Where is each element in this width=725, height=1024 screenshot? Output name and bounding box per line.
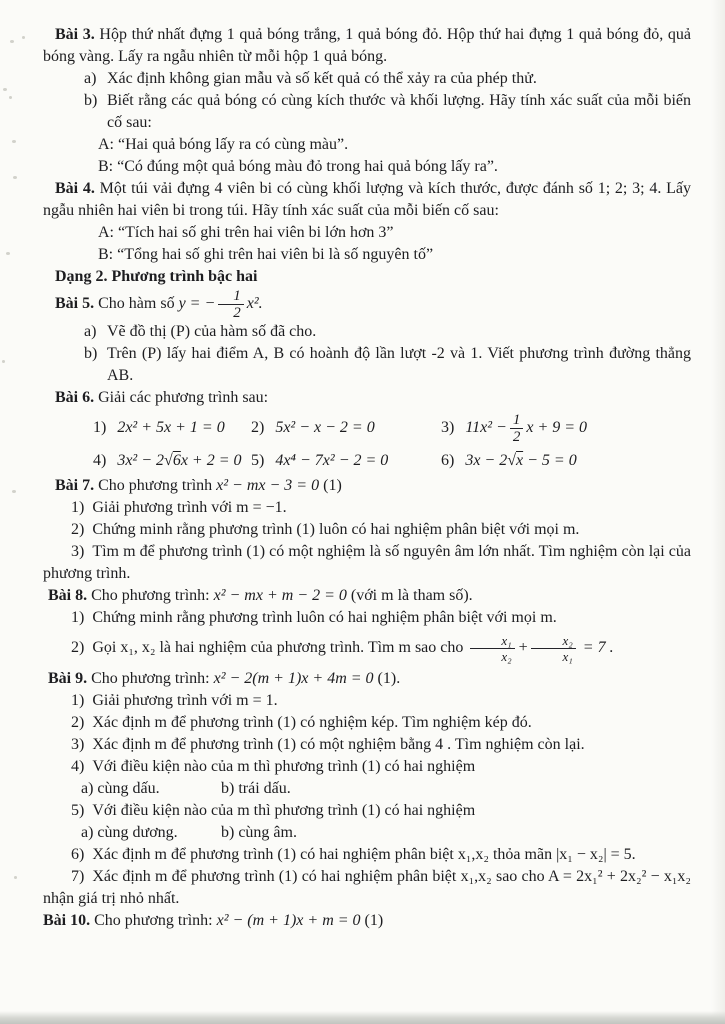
equation-ref: (1) [323,477,342,494]
problem-3-event-a: A: “Hai quả bóng lấy ra có cùng màu”. [98,136,349,153]
equation-number: 1) [93,419,107,437]
item-marker: 7) [71,868,85,885]
item-marker: 4) [71,758,85,775]
equation-pre: 11x² − [465,419,507,437]
problem-7-text: Cho phương trình [98,477,213,494]
scan-artifact [3,88,7,91]
item-marker: 3) [71,736,85,753]
equation: 2x² + 5x + 1 = 0 [117,419,225,437]
scan-artifact [14,876,17,879]
item-marker: 1) [71,609,85,626]
scan-edge-shadow-bottom [0,1011,725,1024]
problem-10-label: Bài 10. [43,912,91,929]
problem-4-event-a: A: “Tích hai số ghi trên hai viên bi lớn hơn 3” [98,224,394,241]
item-marker: 2) [71,714,85,731]
option-a: a) cùng dấu. [81,780,160,797]
fraction [531,633,575,664]
fraction-numerator: x₂ [531,633,575,649]
problem-4-intro [43,178,691,222]
item-marker: 5) [71,802,85,819]
problem-7-label: Bài 7. [55,477,95,494]
problem-6-intro [43,387,691,409]
item-text: Giải phương trình với m = −1. [92,499,287,516]
scan-artifact [9,96,12,99]
problem-5-item-b [84,343,691,387]
item-b-marker: b) [84,92,98,109]
problem-9-equation: x² − 2(m + 1)x + 4m = 0 [213,670,374,687]
item-b-marker: b) [84,345,98,362]
problem-7-item-2 [43,519,691,541]
problem-5-label: Bài 5. [55,295,95,313]
equation-item-3 [441,412,691,445]
equation-item-2 [251,417,441,439]
scan-artifact [22,36,25,39]
equation-item-4 [93,450,251,472]
problem-5-intro [43,288,691,321]
equation-post: − 5 = 0 [523,452,577,469]
problem-7-equation: x² − mx − 3 = 0 [216,477,320,494]
problem-9-item-5 [43,800,691,822]
equation-item-1 [93,417,251,439]
plus-sign: + [517,639,529,657]
item-marker: 1) [71,692,85,709]
radicand: 6 [172,452,181,469]
option-a: a) cùng dương. [81,824,178,841]
fraction-denominator: 2 [233,305,241,321]
problem-9-item-1 [43,690,691,712]
equation-ref: (1) [364,912,384,929]
equation-number: 4) [93,452,107,469]
problem-5-text: Cho hàm số [98,295,175,313]
problem-8-intro [43,585,691,607]
problem-3-event-b: B: “Có đúng một quả bóng màu đỏ trong hai quả bóng lấy ra”. [98,158,498,175]
equation: 4x⁴ − 7x² − 2 = 0 [275,452,389,469]
equation-number: 5) [251,452,265,469]
problem-3-item-b [84,90,691,134]
problem-8-note: (với m là tham số). [350,587,473,604]
problem-4-label: Bài 4. [55,180,95,197]
problem-6-text: Giải các phương trình sau: [98,389,269,406]
problem-9-label: Bài 9. [48,670,88,687]
item-marker: 2) [71,521,85,538]
option-b: b) cùng âm. [221,824,297,841]
fraction [510,412,524,445]
problem-6-label: Bài 6. [55,389,95,406]
problem-9-item-4-options [81,778,691,800]
item-text: Giải phương trình với m = 1. [92,692,278,709]
scan-edge-shadow-right [711,0,725,1024]
equation: 5x² − x − 2 = 0 [275,419,375,437]
item-text: Với điều kiện nào của m thì phương trình (1) có hai nghiệm [92,802,476,819]
problem-7-intro [43,475,691,497]
item-a-marker: a) [84,70,97,87]
item-marker: 2) [71,639,85,657]
problem-8-item-1 [43,607,691,629]
fraction-denominator: x₁ [562,649,573,664]
problem-3-text: Hộp thứ nhất đựng 1 quả bóng trắng, 1 quả bóng đỏ. Hộp thứ hai đựng 1 quả bóng đỏ, quả bóng vàng. Lấy ra ngẫu nhiên từ mỗi hộp 1 quả bóng. [43,26,692,65]
problem-9-intro [43,668,691,690]
fraction [218,288,244,321]
problem-10-intro [43,910,691,932]
scan-artifact [10,40,14,43]
problem-10-text: Cho phương trình: [94,912,213,929]
scan-artifact [6,252,10,255]
problem-9-item-6 [43,844,691,866]
scan-artifact [13,176,17,179]
equation-number: 3) [441,419,455,437]
item-marker: 6) [71,846,85,863]
fraction-numerator: x₁ [470,633,514,649]
problem-4-event-b: B: “Tổng hai số ghi trên hai viên bi là số nguyên tố” [98,246,434,263]
equation-pre: 3x − 2√ [465,452,517,469]
problem-4-text: Một túi vải đựng 4 viên bi có cùng khối lượng và kích thước, được đánh số 1; 2; 3; 4. Lấy ngẫu nhiên hai viên bi trong túi. Hãy tính xác suất của mỗi biến cố sau: [43,180,691,219]
item-b-text: Biết rằng các quả bóng có cùng kích thước và khối lượng. Hãy tính xác suất của mỗi biến cố sau: [107,92,691,131]
problem-9-item-2 [43,712,691,734]
problem-8-text: Cho phương trình: [91,587,210,604]
problem-9-item-4 [43,756,691,778]
fraction-denominator: x₂ [501,649,512,664]
problem-9-text: Cho phương trình: [91,670,210,687]
item-text: Xác định m để phương trình (1) có nghiệm kép. Tìm nghiệm kép đó. [92,714,532,731]
equation-grid [93,412,691,472]
equation-number: 6) [441,452,455,469]
problem-5-formula-pre: y = − [178,295,216,313]
item-text: Chứng minh rằng phương trình luôn có hai nghiệm phân biệt với mọi m. [92,609,557,626]
equation-post: x + 9 = 0 [526,419,588,437]
item-text: Chứng minh rằng phương trình (1) luôn có hai nghiệm phân biệt với mọi m. [92,521,580,538]
equation-item-6 [441,450,691,472]
item-marker: 3) [71,543,85,560]
problem-8-equation: x² − mx + m − 2 = 0 [213,587,347,604]
fraction-denominator: 2 [512,429,521,445]
radicand: x [516,452,524,469]
scan-artifact [12,490,16,493]
item-text: Xác định m để phương trình (1) có hai nghiệm phân biệt x₁,x₂ thỏa mãn |x₁ − x₂| = 5. [92,846,636,863]
item-b-text: Trên (P) lấy hai điểm A, B có hoành độ lần lượt -2 và 1. Viết phương trình đường thẳng AB. [107,345,691,384]
item-text: Tìm m để phương trình (1) có một nghiệm là số nguyên âm lớn nhất. Tìm nghiệm còn lại của phương trình. [43,543,691,582]
equation-item-5 [251,450,441,472]
section-heading: Dạng 2. Phương trình bậc hai [55,268,258,285]
problem-8-label: Bài 8. [48,587,88,604]
problem-8-item-2 [43,633,691,664]
scan-artifact [2,360,5,363]
problem-3-item-a [84,68,691,90]
equation-pre: 3x² − 2√ [117,452,173,469]
item-a-marker: a) [84,323,97,340]
problem-5-item-a [84,321,691,343]
item-a-text: Vẽ đồ thị (P) của hàm số đã cho. [107,323,317,340]
problem-9-item-5-options [81,822,691,844]
problem-9-item-3 [43,734,691,756]
item-text: Xác định m để phương trình (1) có hai nghiệm phân biệt x₁,x₂ sao cho A = 2x₁² + 2x₂² − x₁x₂ nhận giá trị nhỏ nhất. [43,868,691,907]
equation-number: 2) [251,419,265,437]
item-text: Với điều kiện nào của m thì phương trình (1) có hai nghiệm [92,758,476,775]
problem-3-label: Bài 3. [55,26,95,43]
option-b: b) trái dấu. [221,780,291,797]
item-text-post: = 7 . [582,639,614,657]
scan-artifact [12,140,16,143]
item-text: Gọi x₁, x₂ là hai nghiệm của phương trình. Tìm m sao cho [92,639,464,657]
equation-ref: (1). [377,670,401,687]
fraction [470,633,514,664]
equation-post: x + 2 = 0 [180,452,242,469]
fraction-numerator: 1 [510,412,524,429]
problem-7-item-3 [43,541,691,585]
item-a-text: Xác định không gian mẫu và số kết quả có thể xảy ra của phép thử. [107,70,537,87]
problem-3-intro [43,24,691,68]
problem-10-equation: x² − (m + 1)x + m = 0 [216,912,361,929]
problem-9-item-7 [43,866,691,910]
item-text: Xác định m để phương trình (1) có một nghiệm bằng 4 . Tìm nghiệm còn lại. [92,736,585,753]
problem-5-formula-post: x². [246,295,263,313]
problem-7-item-1 [43,497,691,519]
item-marker: 1) [71,499,85,516]
fraction-numerator: 1 [218,288,244,305]
